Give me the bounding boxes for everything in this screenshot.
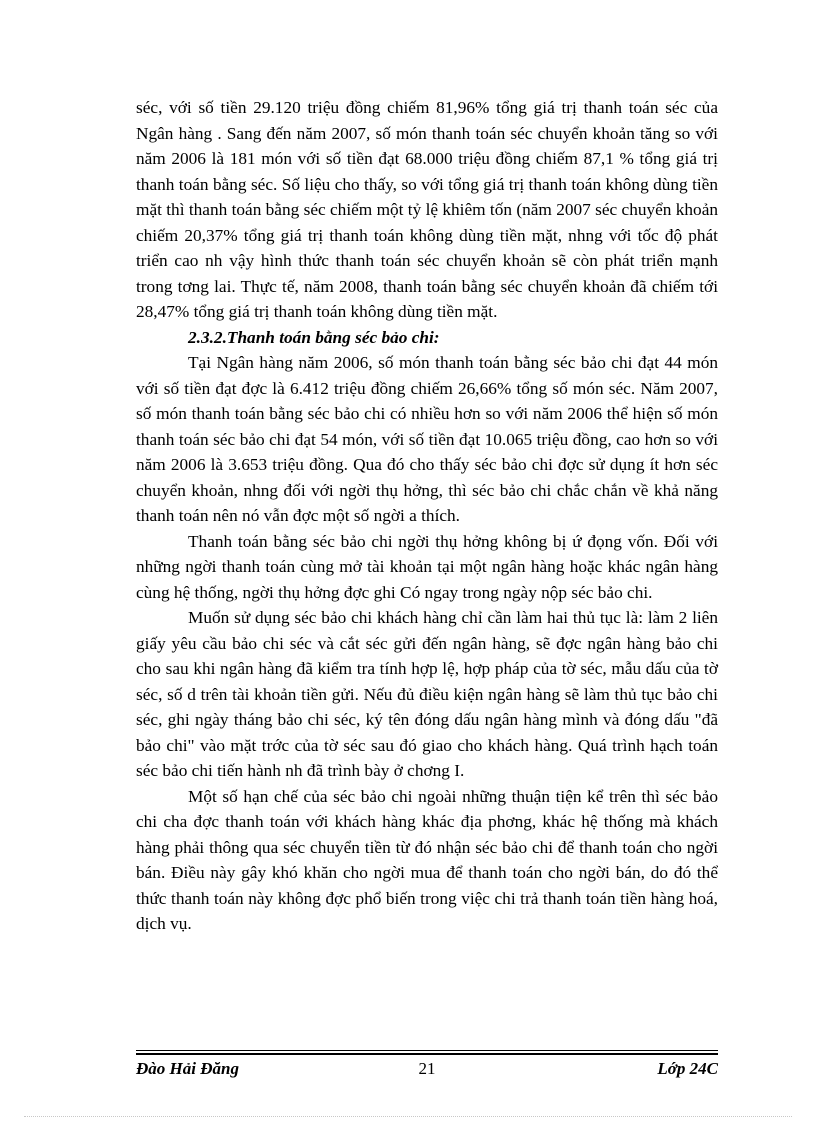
paragraph-check-transfer-stats: séc, với số tiền 29.120 triệu đồng chiếm 81,96% tổng giá trị thanh toán séc của Ngân hàng . Sang đến năm 2007, số món thanh toán séc chuyển khoản tăng so với năm 2006 là 181 món với số tiền đạt 68.000 triệu đồng chiếm 87,1 % tổng giá trị thanh toán bằng séc. Số liệu cho thấy, so với tổng giá trị thanh toán không dùng tiền mặt thì thanh toán bằng séc chiếm một tỷ lệ khiêm tốn (năm 2007 séc chuyển khoản chiếm 20,37% tổng giá trị thanh toán không dùng tiền mặt, nhng với tốc độ phát triển cao nh vậy hình thức thanh toán séc chuyển khoản sẽ còn phát triển mạnh trong tơng lai. Thực tế, năm 2008, thanh toán bằng séc chuyển khoản đã chiếm tới 28,47% tổng giá trị thanh toán không dùng tiền mặt.	[136, 98, 718, 321]
footer-author: Đào Hải Đăng	[136, 1059, 239, 1078]
section-heading: 2.3.2.Thanh toán bằng séc bảo chi:	[188, 327, 440, 347]
footer-divider	[136, 1050, 718, 1051]
footer-class: Lớp 24C	[657, 1059, 718, 1078]
paragraph-certified-check-stats: Tại Ngân hàng năm 2006, số món thanh toán bằng séc bảo chi đạt 44 món với số tiền đạt đợc là 6.412 triệu đồng chiếm 26,66% tổng số món séc. Năm 2007, số món thanh toán bằng séc bảo chi có nhiều hơn so với năm 2006 thể hiện số món thanh toán séc bảo chi đạt 54 món, với số tiền đạt 10.065 triệu đồng, cao hơn so với năm 2006 là 3.653 triệu đồng. Qua đó cho thấy séc bảo chi đợc sử dụng ít hơn séc chuyển khoản, nhng đối với ngời thụ hởng, thì séc bảo chi chắc chắn về khả năng thanh toán nên nó vẫn đợc một số ngời a thích.	[136, 353, 718, 525]
footer-divider-thick	[136, 1053, 718, 1055]
paragraph-certified-check-procedure: Muốn sử dụng séc bảo chi khách hàng chỉ cần làm hai thủ tục là: làm 2 liên giấy yêu cầu bảo chi séc và cắt séc gửi đến ngân hàng, sẽ đợc ngân hàng bảo chi cho sau khi ngân hàng đã kiểm tra tính hợp lệ, hợp pháp của tờ séc, mẫu dấu của tờ séc, số d trên tài khoản tiền gửi. Nếu đủ điều kiện ngân hàng sẽ làm thủ tục bảo chi séc, ghi ngày tháng bảo chi séc, ký tên đóng dấu ngân hàng mình và đóng dấu "đã bảo chi" vào mặt trớc của tờ séc sau đó giao cho khách hàng. Quá trình hạch toán séc bảo chi tiến hành nh đã trình bày ở chơng I.	[136, 608, 718, 780]
page-bottom-border	[24, 1116, 792, 1117]
paragraph-certified-check-benefits: Thanh toán bằng séc bảo chi ngời thụ hởng không bị ứ đọng vốn. Đối với những ngời thanh toán cùng mở tài khoản tại một ngân hàng hoặc khác ngân hàng cùng hệ thống, ngời thụ hởng đợc ghi Có ngay trong ngày nộp séc bảo chi.	[136, 531, 718, 602]
paragraph-certified-check-limitations: Một số hạn chế của séc bảo chi ngoài những thuận tiện kể trên thì séc bảo chi cha đợc thanh toán với khách hàng khác địa phơng, khác hệ thống mà khách hàng phải thông qua séc chuyển tiền từ đó nhận séc bảo chi để thanh toán cho ngời bán. Điều này gây khó khăn cho ngời mua để thanh toán cho ngời bán, do đó thể thức thanh toán này không đợc phổ biến trong việc chi trả thanh toán tiền hàng hoá, dịch vụ.	[136, 786, 718, 933]
page-number: 21	[418, 1059, 436, 1078]
body-text	[136, 95, 718, 937]
